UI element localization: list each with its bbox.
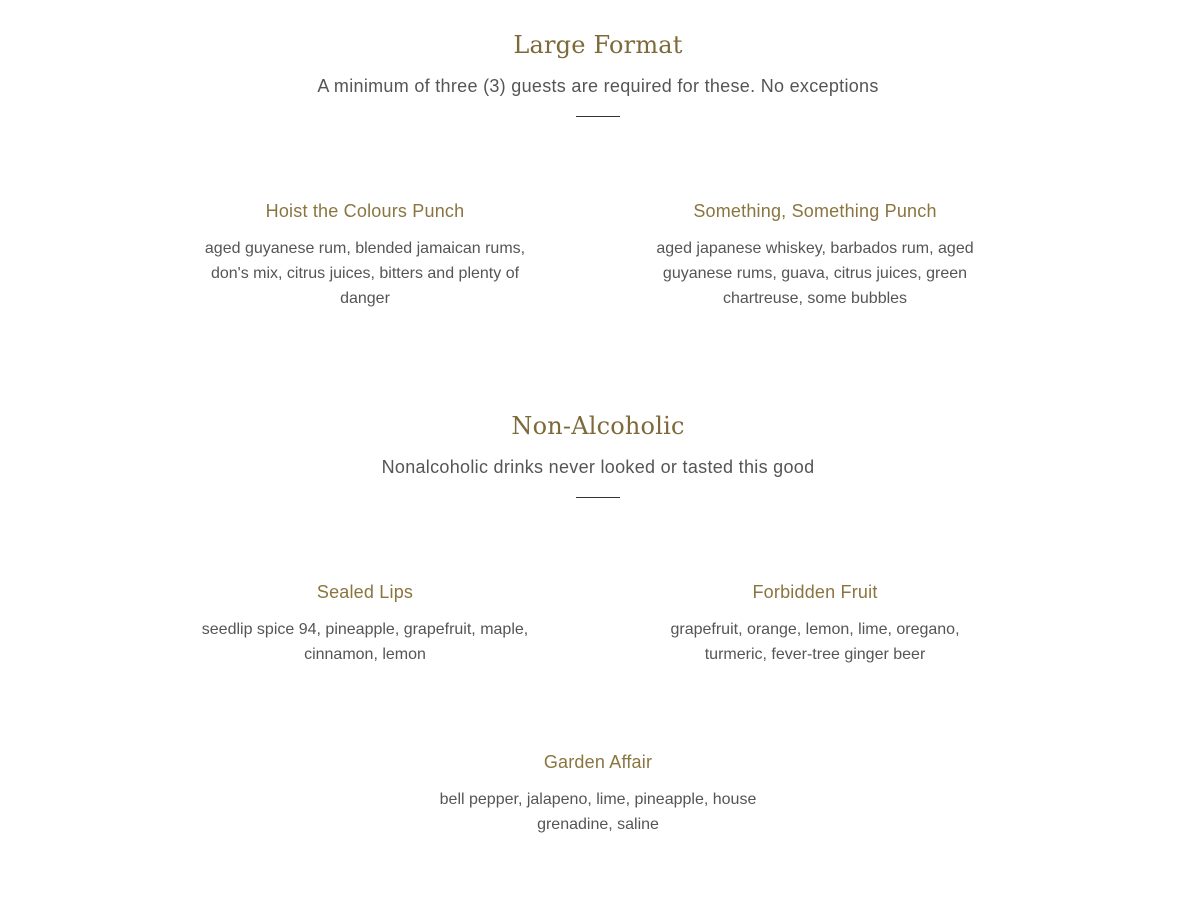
item-description: aged japanese whiskey, barbados rum, aged guyanese rums, guava, citrus juices, green chartreuse, some bubbles	[656, 240, 974, 307]
section-subtitle-large-format: A minimum of three (3) guests are required for these. No exceptions	[317, 76, 879, 96]
section-title-non-alcoholic: Non-Alcoholic	[511, 412, 685, 440]
menu-item-hoist-the-colours-punch	[195, 199, 535, 311]
section-title-large-format: Large Format	[513, 31, 683, 59]
item-name: Hoist the Colours Punch	[265, 201, 465, 221]
section-subtitle-non-alcoholic: Nonalcoholic drinks never looked or tasted this good	[381, 457, 815, 477]
item-name: Sealed Lips	[316, 582, 414, 602]
section-divider	[576, 497, 620, 498]
menu-item-sealed-lips	[195, 580, 535, 667]
item-description: bell pepper, jalapeno, lime, pineapple, house grenadine, saline	[439, 791, 757, 833]
section-divider	[576, 116, 620, 117]
menu-item-garden-affair	[430, 750, 766, 837]
item-description: grapefruit, orange, lemon, lime, oregano, turmeric, fever-tree ginger beer	[670, 621, 960, 663]
item-name: Garden Affair	[543, 752, 653, 772]
menu-item-forbidden-fruit	[655, 580, 975, 667]
item-name: Forbidden Fruit	[752, 582, 878, 602]
item-description: aged guyanese rum, blended jamaican rums, don's mix, citrus juices, bitters and plenty of danger	[204, 240, 526, 307]
item-description: seedlip spice 94, pineapple, grapefruit, maple, cinnamon, lemon	[201, 621, 529, 663]
item-name: Something, Something Punch	[693, 201, 937, 221]
menu-item-something-something-punch	[645, 199, 985, 311]
